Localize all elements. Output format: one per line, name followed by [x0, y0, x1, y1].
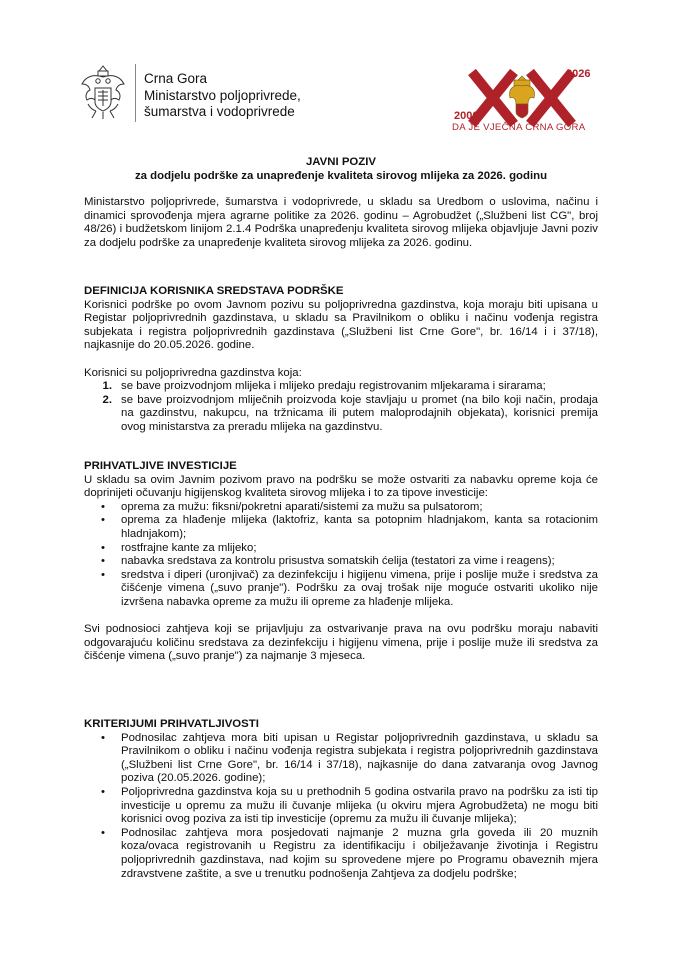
ministry-line-1: Crna Gora — [144, 71, 208, 86]
list-item — [84, 542, 598, 556]
bullet-icon: • — [101, 785, 105, 798]
logo-year-right: 2026 — [566, 68, 591, 80]
bullet-icon: • — [101, 826, 105, 839]
bullet-icon: • — [101, 731, 105, 744]
list-item — [84, 514, 598, 541]
kriterijumi-list — [84, 732, 598, 882]
list-item — [84, 827, 598, 881]
list-item — [84, 501, 598, 515]
list-item — [84, 732, 598, 786]
list-item-text: oprema za mužu: fiksni/pokretni aparati/sistemi za mužu sa pulsatorom; — [121, 500, 483, 513]
list-item-text: nabavka sredstava za kontrolu prisustva somatskih ćelija (testatori za vime i reagens); — [121, 555, 555, 568]
list-item-text: se bave proizvodnjom mlijeka i mlijeko predaju registrovanim mljekarama i sirarama; — [121, 380, 546, 393]
ministry-line-2: Ministarstvo poljoprivrede, — [144, 87, 301, 103]
list-item — [84, 394, 598, 435]
document-title — [84, 156, 598, 183]
ministry-line-3: šumarstva i vodoprivrede — [144, 104, 295, 119]
list-item — [84, 380, 598, 394]
section-heading: KRITERIJUMI PRIHVATLJIVOSTI — [84, 718, 259, 730]
investicije-list — [84, 501, 598, 610]
coat-of-arms-icon — [80, 62, 126, 122]
bullet-icon: • — [101, 568, 105, 581]
investicije-paragraph: U skladu sa ovim Javnim pozivom pravo na podršku se može ostvariti za nabavku opreme koja će doprinijeti očuvanju higijenskog kvaliteta sirovog mlijeka i to za tipove investicije: — [84, 473, 598, 500]
intro-paragraph: Ministarstvo poljoprivrede, šumarstva i vodoprivrede, u skladu sa Uredbom o uslovima, načinu i dinamici sprovođenja mjera agrarne politike za 2026. godinu – Agrobudžet („Službeni list CG", broj 48/26) i budžetskom linijom 2.1.4 Podrška unapređenju kvaliteta sirovog mlijeka objavljuje Javni poziv za dodjelu podrške za unapređenje kvaliteta sirovog mlijeka za 2026. godinu. — [84, 196, 598, 249]
logo-caption: DA JE VJEČNA CRNA GORA — [452, 122, 586, 133]
section-investicije — [84, 460, 598, 664]
list-item-text: sredstva i diperi (uronjivač) za dezinfekciju i higijenu vimena, prije i poslije muže i sredstva za čišćenje vimena („suvo pranje"). Podršku za ovaj trošak nije moguće ostvariti ukoliko nije izvršena nabavka opreme za mužu ili opreme za hlađenje mlijeka. — [121, 568, 598, 608]
logo-year-left: 2006 — [454, 110, 479, 122]
bullet-icon: • — [101, 514, 105, 527]
definicija-paragraph: Korisnici podrške po ovom Javnom pozivu su poljoprivredna gazdinstva, koja moraju biti upisana u Registar poljoprivrednih gazdinstava, u skladu sa Pravilnikom o obliku i načinu vođenja registra subjekata i registra poljoprivrednih gazdinstava („Službeni list Crne Gore", br. 16/14 i i 37/18), najkasnije do 20.05.2026. godine. — [84, 298, 598, 352]
list-item-text: se bave proizvodnjom mliječnih proizvoda koje stavljaju u promet (na bilo koji način, prodaja na gazdinstvu, nakupcu, na tržnicama ili putem maloprodajnih objekata), korisnici premija ovog ministarstva za preradu mlijeka na gazdinstvu. — [121, 393, 598, 433]
bullet-icon: • — [101, 555, 105, 568]
header-divider — [135, 64, 136, 122]
title-line-1: JAVNI POZIV — [305, 156, 377, 168]
section-definicija — [84, 285, 598, 435]
list-item-text: oprema za hlađenje mlijeka (laktofriz, kanta sa potopnim hladnjakom, kanta sa rotacionim hladnjakom); — [121, 514, 598, 540]
section-heading: DEFINICIJA KORISNIKA SREDSTAVA PODRŠKE — [84, 285, 344, 297]
bullet-icon: • — [101, 541, 105, 554]
section-heading: PRIHVATLJIVE INVESTICIJE — [84, 460, 237, 472]
list-item-text: Podnosilac zahtjeva mora biti upisan u Registar poljoprivrednih gazdinstava, u skladu sa Pravilnikom o obliku i načinu vođenja registra subjekata i registra poljoprivrednih gazdinstava („Službeni list Crne Gore", br. 16/14 i 37/18), najkasnije do dana zatvaranja ovog Javnog poziva (20.05.2026. godine); — [121, 731, 598, 785]
list-item-text: Podnosilac zahtjeva mora posjedovati najmanje 2 muzna grla goveda ili 20 muznih koza/ovaca registrovanih u Registru za identifikaciju i obilježavanje životinja i Registru poljoprivrednih gazdinstava, nad kojim su sprovedene mjere po Programu obaveznih mjera zdravstvene zaštite, a sve u trenutku podnošenja Zahtjeva za dodjelu podrške; — [121, 826, 598, 880]
bullet-icon: • — [101, 500, 105, 513]
list-number: 1. — [102, 380, 112, 393]
list-number: 2. — [102, 393, 112, 406]
list-item — [84, 555, 598, 569]
list-item-text: Poljoprivredna gazdinstva koja su u prethodnih 5 godina ostvarila pravo na podršku za isti tip investicije u opremu za mužu ili čuvanje mlijeka (u okviru mjera Agrobudžeta) ne mogu biti korisnici ovog poziva za isti tip investicije (opremu za mužu ili čuvanje mlijeka); — [121, 785, 598, 826]
list-item-text: rostfrajne kante za mlijeko; — [121, 541, 257, 554]
korisnici-list — [84, 380, 598, 434]
definicija-lead: Korisnici su poljoprivredna gazdinstva koja: — [84, 366, 302, 379]
list-item — [84, 786, 598, 827]
ministry-name — [144, 71, 301, 121]
investicije-closing: Svi podnosioci zahtjeva koji se prijavljuju za ostvarivanje prava na ovu podršku moraju nabaviti odgovarajuću količinu sredstava za dezinfekciju i higijenu vimena, prije i poslije muže ili sredstva za čišćenje vimena („suvo pranje") za najmanje 3 mjeseca. — [84, 623, 598, 663]
section-kriterijumi — [84, 718, 598, 881]
title-line-2: za dodjelu podrške za unapređenje kvaliteta sirovog mlijeka za 2026. godinu — [134, 169, 548, 182]
list-item — [84, 569, 598, 610]
